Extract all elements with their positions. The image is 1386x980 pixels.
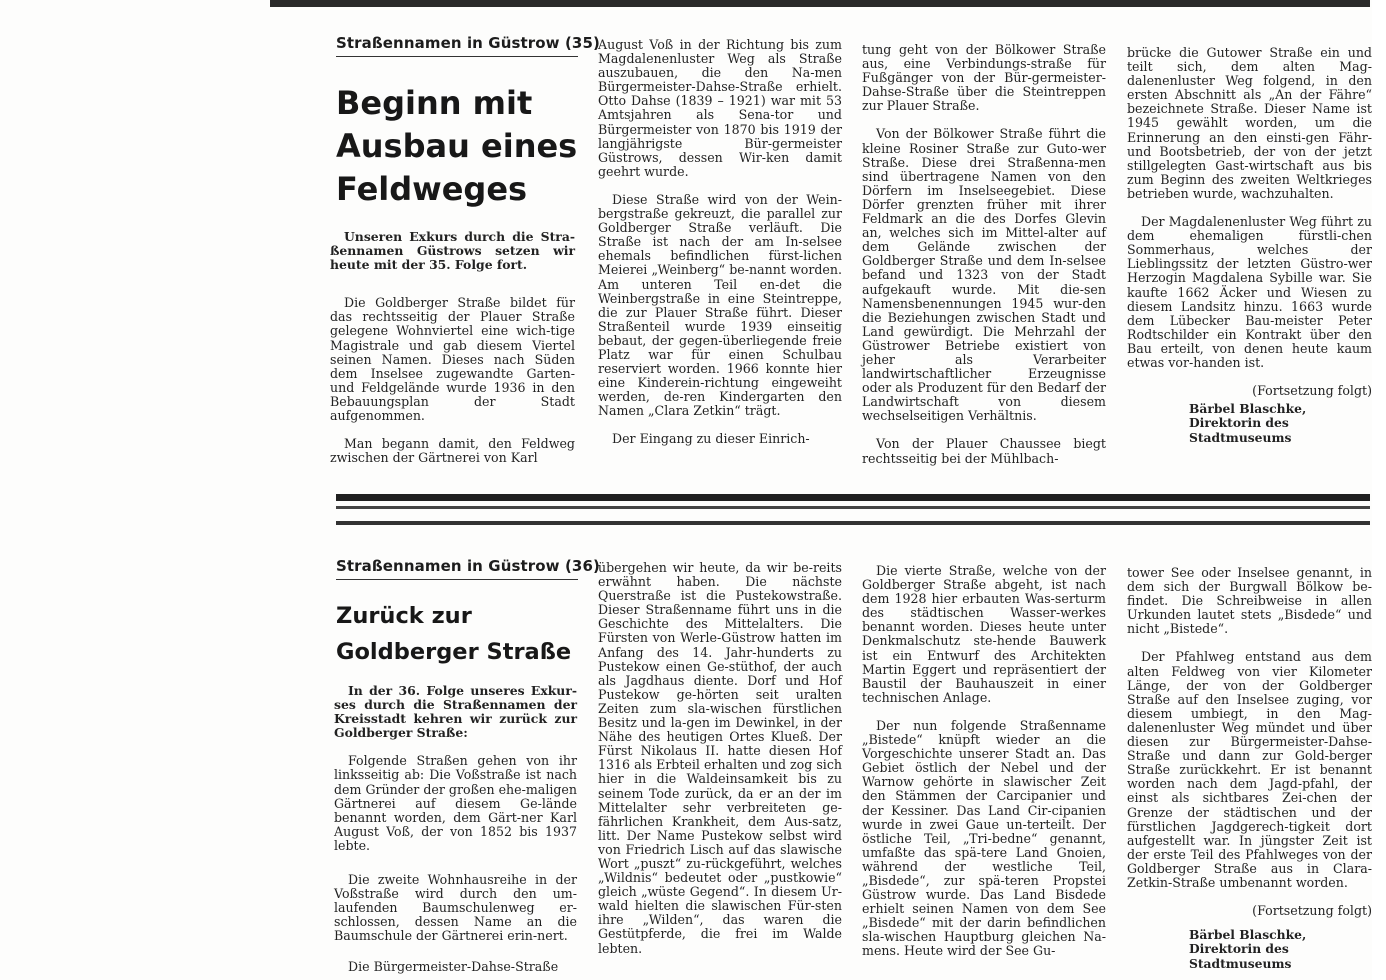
article2-kicker-underline (336, 579, 578, 580)
article1-col2-para1: August Voß in der Richtung bis zum Magdalenenluster Weg als Straße auszubauen, die den Na-men Bürgermeister-Dahse-Straße erhielt. Otto Dahse (1839 – 1921) war mit 53 Amtsjahren als Sena-tor und Bürgermeister von 1870 bis 1919 der langjährigste Bür-germeister Güstrows, dessen Wir-ken damit geehrt wurde. (598, 37, 842, 179)
article2-column-2 (598, 561, 842, 956)
article1-signature-institution: Stadtmuseums (1189, 429, 1292, 445)
article2-continued: (Fortsetzung folgt) (1252, 903, 1372, 919)
article1-kicker: Straßennamen in Güstrow (35) (336, 34, 600, 52)
article2-col2-para1: übergehen wir heute, da wir be-reits erwähnt haben. Die nächste Querstraße ist die Pustekowstraße. Dieser Straßenname führt uns in die Geschichte des Mittelalters. Die Fürsten von Werle-Güstrow hatten im Anfang des 14. Jahr-hunderts zu Pustekow einen Ge-stüthof, der auch als Jagdhaus diente. Dorf und Hof Pustekow ge-hörten seit uralten Zeiten zum sla-wischen fürstlichen Besitz und la-gen im Dewinkel, in der Nähe des heutigen Ortes Klueß. Der Fürst Nikolaus II. hatte diesen Hof 1316 als Erbteil erhalten und zog sich hier in die Waldeinsamkeit bis zu seinem Tode zurück, da er an der im Mittelalter sehr verbreiteten ge-fährlichen Krankheit, dem Aus-satz, litt. Der Name Pustekow selbst wird von Friedrich Lisch auf das slawische Wort „puszt“ zu-rückgeführt, welches „Wildnis“ bedeutet oder „pustkowie“ gleich „wüste Gegend“. In diesem Ur-wald hielten die slawischen Für-sten ihre „Wilden“, das waren die Gestütpferde, die frei im Walde lebten. (598, 560, 842, 956)
article2-col4-para2: Der Pfahlweg entstand aus dem alten Feldweg von vier Kilometer Länge, der von der Goldberger Straße auf den Inselsee zuging, vor diesem umbiegt, in den Mag-dalenenluster Weg mündet und über diesen zur Bürgermeister-Dahse-Straße und dann zur Gold-berger Straße zurückkehrt. Er ist benannt worden nach dem Jagd-pfahl, der einst als sichtbares Zei-chen der Grenze der städtischen und der fürstlichen Jagdgerech-tigkeit dort aufgestellt war. In jüngster Zeit ist der erste Teil des Pfahlweges von der Goldberger Straße aus in Clara-Zetkin-Straße umbenannt worden. (1127, 649, 1372, 890)
article2-signature-title: Direktorin des (1189, 941, 1289, 957)
article2-headline-line2: Goldberger Straße (336, 639, 572, 665)
article2-headline (336, 598, 571, 670)
article1-col4-para2: Der Magdalenenluster Weg führt zu dem ehemaligen fürstli-chen Sommerhaus, welches der Lieblingssitz der letzten Güstro-wer Herzogin Magdalena Sybille war. Sie kaufte 1662 Äcker und Wiesen zu diesem Landsitz hinzu. 1663 wurde dem Lübecker Bau-meister Peter Rodtschilder ein Kontrakt über den Bau erteilt, von denen heute kaum etwas vor-handen ist. (1127, 214, 1372, 370)
article2-lead: In der 36. Folge unseres Exkur-ses durch die Straßennamen der Kreisstadt kehren wir zurück zur Goldberger Straße: (334, 683, 577, 741)
article2-signature (1127, 928, 1372, 971)
article-separator-rule-lower (336, 521, 1370, 525)
article2-kicker: Straßennamen in Güstrow (36) (336, 557, 600, 575)
article1-column-1 (330, 230, 575, 465)
article2-column-3 (862, 564, 1106, 959)
article1-continued: (Fortsetzung folgt) (1252, 383, 1372, 399)
article2-col1-para2: Die zweite Wohnhausreihe in der Voßstraße wird durch den um-laufenden Baumschulenweg er-schlossen, dessen Name an die Baumschule der Gärtnerei erin-nert. (334, 872, 577, 944)
article1-signature (1127, 402, 1372, 445)
article2-signature-name: Bärbel Blaschke, (1189, 927, 1307, 943)
scan-top-edge (270, 0, 1370, 7)
article-separator-rule (336, 494, 1370, 501)
article1-signature-name: Bärbel Blaschke, (1189, 401, 1307, 417)
article1-kicker-underline (336, 56, 578, 57)
article1-col1-para1: Die Goldberger Straße bildet für das rechtsseitig der Plauer Straße gelegene Wohnviertel eine wich-tige Magistrale und gab diesem Viertel seinen Namen. Dieses nach Süden dem Inselsee zugewandte Garten- und Feldgelände wurde 1936 in den Bebauungsplan der Stadt aufgenommen. (330, 295, 575, 424)
article2-col4-para1: tower See oder Inselsee genannt, in dem sich der Burgwall Bölkow be-findet. Die Schreibweise in allen Urkunden lautet stets „Bisdede“ und nicht „Bistede“. (1127, 565, 1372, 637)
article1-headline-line3: Feldweges (336, 170, 528, 208)
article1-col2-para3: Der Eingang zu dieser Einrich- (612, 431, 810, 447)
article2-col3-para2: Der nun folgende Straßenname „Bistede“ knüpft wieder an die Vorgeschichte unserer Stadt an. Das Gebiet östlich der Nebel und der Warnow gehörte in slawischer Zeit den Stämmen der Carcipanier und der Kessiner. Das Land Cir-cipanien wurde in zwei Gaue un-terteilt. Der östliche Teil, „Tri-bedne“ genannt, umfaßte das spä-tere Land Gnoien, während der westliche Teil, „Bisdede“, zur spä-teren Propstei Güstrow wurde. Das Land Bisdede erhielt seinen Namen von dem See „Bisdede“ mit der darin befindlichen sla-wischen Hauptburg gleichen Na-mens. Heute wird der See Gu- (862, 717, 1106, 959)
article1-column-4 (1127, 46, 1372, 445)
article1-col4-para1: brücke die Gutower Straße ein und teilt sich, dem alten Mag-dalenenluster Weg folgend, in den ersten Abschnitt als „An der Fähre“ bezeichnete Straße. Dieser Name ist 1945 gewählt worden, um die Erinnerung an den einsti-gen Fähr- und Bootsbetrieb, der von der jetzt stillgelegten Gast-wirtschaft aus bis zum Beginn des zweiten Weltkrieges betrieben wurde, wachzuhalten. (1127, 45, 1372, 201)
article1-lead: Unseren Exkurs durch die Stra-ßennamen Güstrows setzen wir heute mit der 35. Folge fort. (330, 229, 575, 273)
article2-headline-line1: Zurück zur (336, 603, 472, 629)
article1-col1-para2: Man begann damit, den Feldweg zwischen der Gärtnerei von Karl (330, 436, 575, 466)
article1-headline-line1: Beginn mit (336, 84, 533, 122)
article-separator-rule-thin (336, 506, 1370, 509)
article2-col3-para1: Die vierte Straße, welche von der Goldberger Straße abgeht, ist nach dem 1928 hier erbauten Was-serturm des städtischen Wasser-werkes benannt worden. Dieses heute unter Denkmalschutz ste-hende Bauwerk ist ein Entwurf des Architekten Martin Eggert und repräsentiert der Baustil der Bauhauszeit in einer technischen Anlage. (862, 563, 1106, 705)
article1-headline-line2: Ausbau eines (336, 127, 578, 165)
article1-column-2 (598, 38, 842, 447)
article1-col3-para3: Von der Plauer Chaussee biegt rechtsseitig bei der Mühlbach- (862, 436, 1106, 466)
article2-column-4 (1127, 566, 1372, 971)
article2-col1-para1: Folgende Straßen gehen von ihr linksseitig ab: Die Voßstraße ist nach dem Gründer der großen ehe-maligen Gärtnerei auf diesem Ge-lände benannt worden, dem Gärt-ner Karl August Voß, der von 1852 bis 1937 lebte. (334, 753, 577, 853)
article1-headline (336, 82, 577, 211)
article2-signature-institution: Stadtmuseums (1189, 955, 1292, 971)
article1-column-3 (862, 43, 1106, 466)
article2-column-1 (334, 684, 577, 974)
article1-col2-para2: Diese Straße wird von der Wein-bergstraße gekreuzt, die parallel zur Goldberger Straße verläuft. Die Straße ist nach der am In-selsee ehemals befindlichen fürst-lichen Meierei „Weinberg“ be-nannt worden. Am unteren Teil en-det die Weinbergstraße in eine Steintreppe, die zur Plauer Straße führt. Dieser Straßenteil wurde 1939 einseitig bebaut, der gegen-überliegende freie Platz war für einen Schulbau reserviert worden. 1966 konnte hier eine Kinderein-richtung eingeweiht werden, de-ren Kindergarten den Namen „Clara Zetkin“ trägt. (598, 191, 842, 419)
article2-col1-para3: Die Bürgermeister-Dahse-Straße (348, 958, 559, 974)
scan-right-margin (1372, 0, 1386, 980)
article1-signature-title: Direktorin des (1189, 415, 1289, 431)
article1-col3-para1: tung geht von der Bölkower Straße aus, eine Verbindungs-straße für Fußgänger von der Bür-germeister-Dahse-Straße über die Steintreppen zur Plauer Straße. (862, 42, 1106, 114)
article1-col3-para2: Von der Bölkower Straße führt die kleine Rosiner Straße zur Gutο-wer Straße. Diese drei Straßenna-men sind übertragene Namen von den Dörfern im Inselseegebiet. Diese Dörfer grenzten früher mit ihrer Feldmark an die des Dorfes Glevin an, welches sich im Mittel-alter auf dem Gelände zwischen der Goldberger Straße und dem In-selsee befand und 1323 von der Stadt aufgekauft wurde. Mit die-sen Namensbenennungen 1945 wur-den die Beziehungen zwischen Stadt und Land gewürdigt. Die Mehrzahl der Güstrower Betriebe existiert von jeher als Verarbeiter landwirtschaftlicher Erzeugnisse oder als Produzent für den Bedarf der Landwirtschaft von diesem wechselseitigen Verhältnis. (862, 126, 1106, 424)
